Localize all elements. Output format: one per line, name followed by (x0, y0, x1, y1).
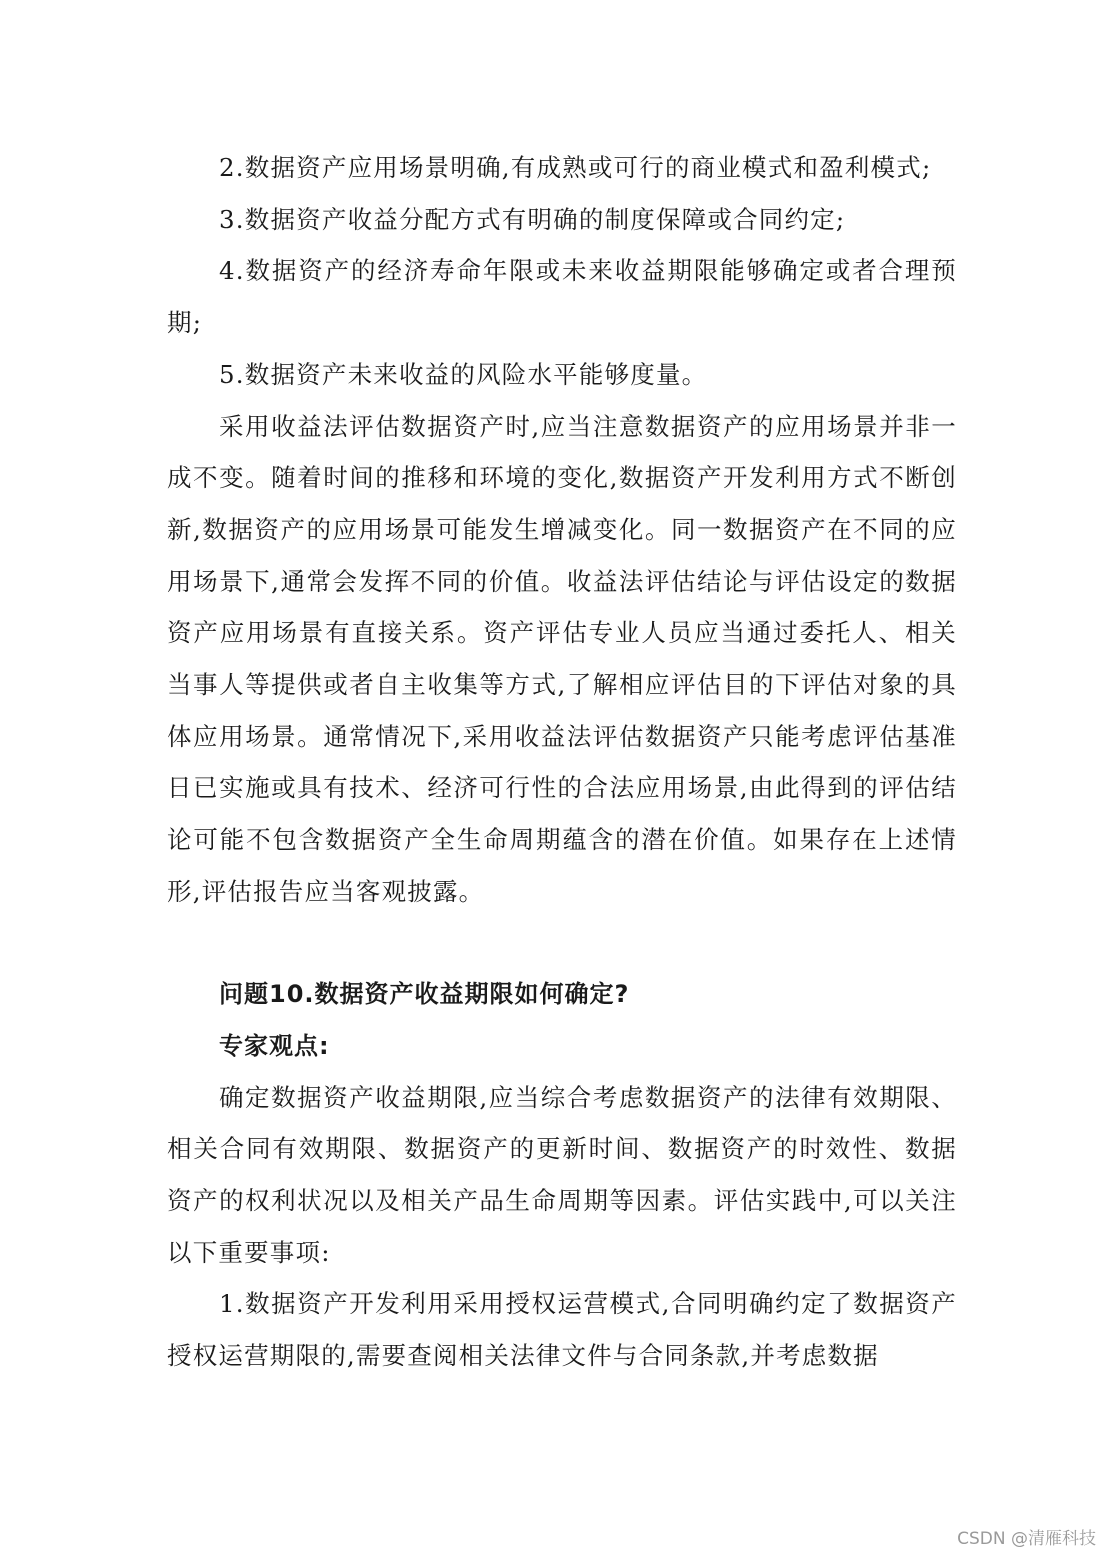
paragraph: 1.数据资产开发利用采用授权运营模式,合同明确约定了数据资产授权运营期限的,需要查阅相关法律文件与合同条款,并考虑数据 (167, 1289, 957, 1371)
section-gap (167, 918, 957, 968)
paragraph: 确定数据资产收益期限,应当综合考虑数据资产的法律有效期限、相关合同有效期限、数据资产的更新时间、数据资产的时效性、数据资产的权利状况以及相关产品生命周期等因素。评估实践中,可以关注以下重要事项: (167, 1082, 957, 1267)
paragraph: 5.数据资产未来收益的风险水平能够度量。 (219, 359, 708, 389)
question-heading: 问题10.数据资产收益期限如何确定? (219, 979, 630, 1008)
paragraph: 4.数据资产的经济寿命年限或未来收益期限能够确定或者合理预期; (167, 256, 957, 338)
paragraph: 采用收益法评估数据资产时,应当注意数据资产的应用场景并非一成不变。随着时间的推移和环境的变化,数据资产开发利用方式不断创新,数据资产的应用场景可能发生增减变化。同一数据资产在不同的应用场景下,通常会发挥不同的价值。收益法评估结论与评估设定的数据资产应用场景有直接关系。资产评估专业人员应当通过委托人、相关当事人等提供或者自主收集等方式,了解相应评估目的下评估对象的具体应用场景。通常情况下,采用收益法评估数据资产只能考虑评估基准日已实施或具有技术、经济可行性的合法应用场景,由此得到的评估结论可能不包含数据资产全生命周期蕴含的潜在价值。如果存在上述情形,评估报告应当客观披露。 (167, 411, 957, 906)
document-page (167, 142, 957, 1382)
paragraph: 2.数据资产应用场景明确,有成熟或可行的商业模式和盈利模式; (219, 153, 932, 182)
watermark: CSDN @清雁科技 (957, 1529, 1096, 1549)
expert-heading: 专家观点: (219, 1031, 330, 1060)
paragraph: 3.数据资产收益分配方式有明确的制度保障或合同约定; (219, 204, 846, 234)
